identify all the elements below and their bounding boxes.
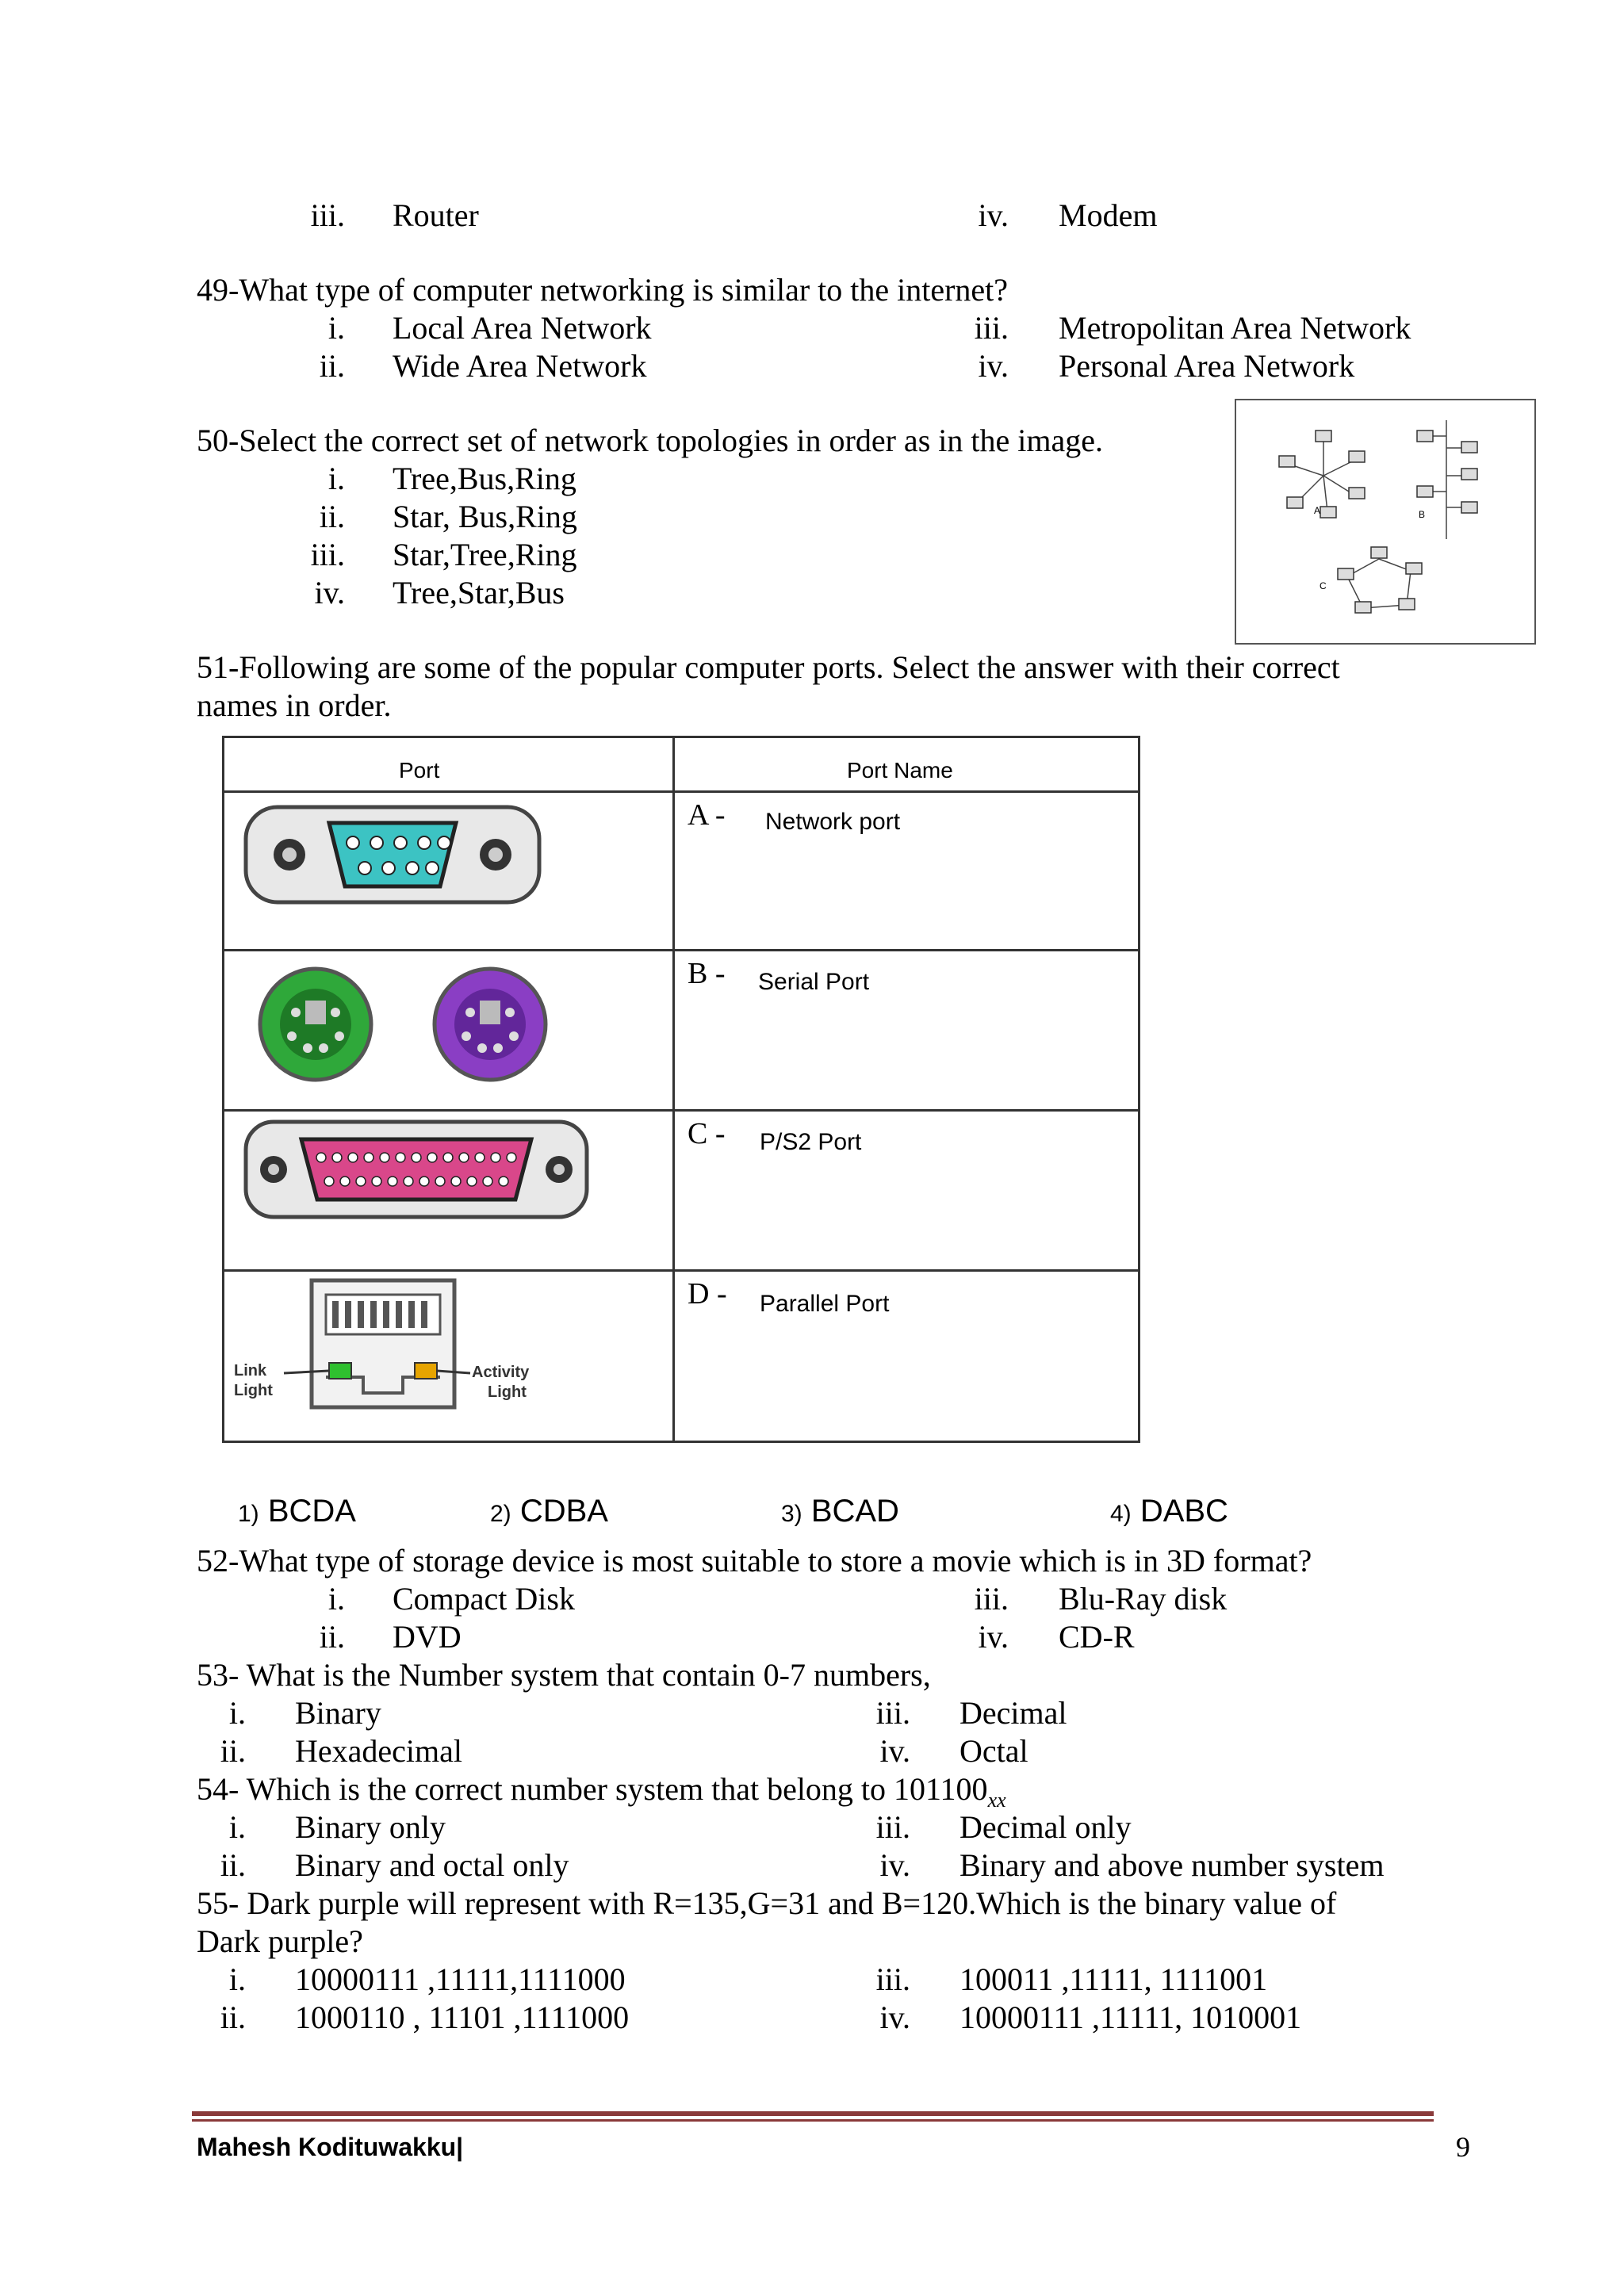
question-51-line2: names in order. xyxy=(197,687,392,723)
q53-option-ii xyxy=(0,1732,793,1770)
pin xyxy=(427,1153,437,1162)
question-52: 52-What type of storage device is most suitable to store a movie which is in 3D format? xyxy=(197,1543,1312,1578)
answer-text: CDBA xyxy=(519,1494,608,1529)
option-number: iii. xyxy=(875,1695,910,1731)
q55-option-i xyxy=(0,1961,793,1999)
option-number: iii. xyxy=(974,310,1009,346)
question-text: 54- Which is the correct number system that belong to 101100 xyxy=(197,1771,988,1807)
option-number: iv. xyxy=(879,1847,910,1883)
option-number: iii. xyxy=(310,537,345,572)
q54-option-i xyxy=(0,1808,793,1846)
question-49: 49-What type of computer networking is similar to the internet? xyxy=(197,272,1009,308)
number-base-subscript: xx xyxy=(987,1789,1006,1812)
option-text: Decimal only xyxy=(959,1809,1132,1845)
option-text: Local Area Network xyxy=(393,310,652,346)
question-55-line2: Dark purple? xyxy=(197,1923,363,1959)
port-name: Network port xyxy=(765,809,901,835)
option-number: ii. xyxy=(319,1619,345,1655)
ps2-ports-image xyxy=(248,957,565,1100)
q52-option-i xyxy=(0,1580,793,1618)
table-divider xyxy=(224,1109,1138,1112)
option-number: ii. xyxy=(220,1733,246,1769)
q51-answer-3 xyxy=(781,1492,899,1533)
port-name: Parallel Port xyxy=(760,1291,890,1317)
activity-light-label: Activity xyxy=(472,1364,530,1381)
q53-option-iv xyxy=(793,1732,1586,1770)
option-text: Binary only xyxy=(295,1809,446,1845)
option-text: Modem xyxy=(1059,197,1158,233)
table-divider xyxy=(224,790,1138,793)
option-text: Wide Area Network xyxy=(393,348,647,384)
option-text: Binary xyxy=(295,1695,381,1731)
footer-divider xyxy=(192,2111,1434,2116)
answer-text: DABC xyxy=(1139,1494,1228,1529)
topology-label-b: B xyxy=(1419,509,1426,520)
footer-author: Mahesh Kodituwakku| xyxy=(197,2133,464,2161)
topology-label-a: A xyxy=(1314,505,1321,516)
footer-divider xyxy=(192,2119,1434,2122)
option-text: Metropolitan Area Network xyxy=(1059,310,1411,346)
activity-light-label: Light xyxy=(488,1383,527,1401)
table-divider xyxy=(224,949,1138,951)
option-text: Hexadecimal xyxy=(295,1733,462,1769)
option-text: 10000111 ,11111, 1010001 xyxy=(959,1999,1302,2035)
option-text: Star, Bus,Ring xyxy=(393,499,577,534)
q51-answer-1 xyxy=(238,1492,356,1533)
question-51-line1: 51-Following are some of the popular computer ports. Select the answer with their correct xyxy=(197,649,1340,685)
q50-option-iii xyxy=(0,536,793,574)
option-text: Compact Disk xyxy=(393,1581,575,1617)
row-letter: A - xyxy=(688,798,726,832)
pin xyxy=(372,1177,381,1186)
q53-option-iii xyxy=(793,1694,1586,1732)
question-50: 50-Select the correct set of network topologies in order as in the image. xyxy=(197,423,1103,458)
serial-port-image xyxy=(242,795,543,914)
row-letter: C - xyxy=(688,1117,726,1150)
q50-option-i xyxy=(0,460,793,498)
parallel-port-image xyxy=(242,1114,591,1225)
row-letter: B - xyxy=(688,957,726,990)
option-number: ii. xyxy=(319,348,345,384)
q52-option-iv xyxy=(793,1618,1586,1656)
pin xyxy=(332,1153,342,1162)
pin xyxy=(459,1153,469,1162)
port-name: P/S2 Port xyxy=(760,1129,862,1155)
q55-option-ii xyxy=(0,1999,793,2037)
answer-number: 1) xyxy=(238,1501,259,1527)
option-number: iv. xyxy=(314,575,345,610)
option-number: iii. xyxy=(310,197,345,233)
option-number: i. xyxy=(228,1695,246,1731)
answer-number: 3) xyxy=(781,1501,802,1527)
option-number: iv. xyxy=(978,197,1009,233)
option-number: ii. xyxy=(319,499,345,534)
option-text: Personal Area Network xyxy=(1059,348,1355,384)
option-text: 10000111 ,11111,1111000 xyxy=(295,1961,626,1997)
q50-option-iv xyxy=(0,574,793,612)
option-number: iii. xyxy=(875,1809,910,1845)
pin xyxy=(475,1153,485,1162)
column-header-port: Port xyxy=(399,758,440,783)
pin xyxy=(435,1177,445,1186)
column-header-port-name: Port Name xyxy=(847,758,953,783)
option-text: Blu-Ray disk xyxy=(1059,1581,1228,1617)
question-53: 53- What is the Number system that contain 0-7 numbers, xyxy=(197,1657,931,1693)
pin xyxy=(316,1153,326,1162)
option-number: i. xyxy=(228,1961,246,1997)
answer-text: BCDA xyxy=(267,1494,356,1529)
q55-option-iv xyxy=(793,1999,1586,2037)
pin xyxy=(419,1177,429,1186)
pin xyxy=(499,1177,508,1186)
option-number: iv. xyxy=(879,1999,910,2035)
q55-option-iii xyxy=(793,1961,1586,1999)
pin xyxy=(380,1153,389,1162)
q49-option-i xyxy=(0,309,793,347)
network-port-image xyxy=(232,1274,565,1425)
prev-option-iii xyxy=(0,197,793,235)
option-number: iii. xyxy=(974,1581,1009,1617)
page-number: 9 xyxy=(1456,2131,1470,2163)
table-divider xyxy=(672,738,675,1441)
pin xyxy=(467,1177,477,1186)
pin xyxy=(451,1177,461,1186)
answer-text: BCAD xyxy=(810,1494,899,1529)
pin xyxy=(507,1153,516,1162)
port-name: Serial Port xyxy=(758,969,870,995)
pin xyxy=(412,1153,421,1162)
q50-option-ii xyxy=(0,498,793,536)
option-number: iv. xyxy=(978,1619,1009,1655)
prev-option-iv xyxy=(793,197,1586,235)
option-text: Octal xyxy=(959,1733,1028,1769)
option-number: iv. xyxy=(879,1733,910,1769)
option-text: Star,Tree,Ring xyxy=(393,537,577,572)
q54-option-iv xyxy=(793,1846,1586,1885)
pin xyxy=(364,1153,373,1162)
answer-number: 4) xyxy=(1110,1501,1132,1527)
q49-option-iii xyxy=(793,309,1586,347)
q52-option-ii xyxy=(0,1618,793,1656)
option-number: ii. xyxy=(220,1999,246,2035)
pin xyxy=(388,1177,397,1186)
q54-option-iii xyxy=(793,1808,1586,1846)
option-text: DVD xyxy=(393,1619,462,1655)
topology-label-c: C xyxy=(1320,580,1327,591)
pin xyxy=(340,1177,350,1186)
option-number: iii. xyxy=(875,1961,910,1997)
network-topology-figure xyxy=(1235,399,1536,645)
option-number: i. xyxy=(228,1809,246,1845)
option-text: 100011 ,11111, 1111001 xyxy=(959,1961,1268,1997)
answer-number: 2) xyxy=(490,1501,511,1527)
pin xyxy=(396,1153,405,1162)
link-light-label: Light xyxy=(234,1382,273,1399)
option-number: ii. xyxy=(220,1847,246,1883)
pin xyxy=(491,1153,500,1162)
q51-answer-2 xyxy=(490,1492,608,1533)
pin xyxy=(348,1153,358,1162)
pin xyxy=(483,1177,492,1186)
pin xyxy=(324,1177,334,1186)
q49-option-iv xyxy=(793,347,1586,385)
row-letter: D - xyxy=(688,1277,727,1311)
q51-answer-4 xyxy=(1110,1492,1228,1533)
option-number: i. xyxy=(327,461,345,496)
option-text: Binary and octal only xyxy=(295,1847,569,1883)
option-number: i. xyxy=(327,310,345,346)
option-number: iv. xyxy=(978,348,1009,384)
option-number: i. xyxy=(327,1581,345,1617)
topology-diagram xyxy=(1236,400,1534,643)
port-table xyxy=(222,736,1140,1443)
pin xyxy=(443,1153,453,1162)
pin xyxy=(356,1177,366,1186)
q49-option-ii xyxy=(0,347,793,385)
pin xyxy=(404,1177,413,1186)
q54-option-ii xyxy=(0,1846,793,1885)
option-text: Tree,Star,Bus xyxy=(393,575,565,610)
q53-option-i xyxy=(0,1694,793,1732)
option-text: Decimal xyxy=(959,1695,1067,1731)
option-text: 1000110 , 11101 ,1111000 xyxy=(295,1999,630,2035)
link-light-label: Link xyxy=(234,1362,267,1380)
option-text: CD-R xyxy=(1059,1619,1135,1655)
q52-option-iii xyxy=(793,1580,1586,1618)
option-text: Binary and above number system xyxy=(959,1847,1385,1883)
table-divider xyxy=(224,1269,1138,1272)
option-text: Tree,Bus,Ring xyxy=(393,461,576,496)
question-55-line1: 55- Dark purple will represent with R=135,G=31 and B=120.Which is the binary value of xyxy=(197,1885,1337,1921)
option-text: Router xyxy=(393,197,479,233)
